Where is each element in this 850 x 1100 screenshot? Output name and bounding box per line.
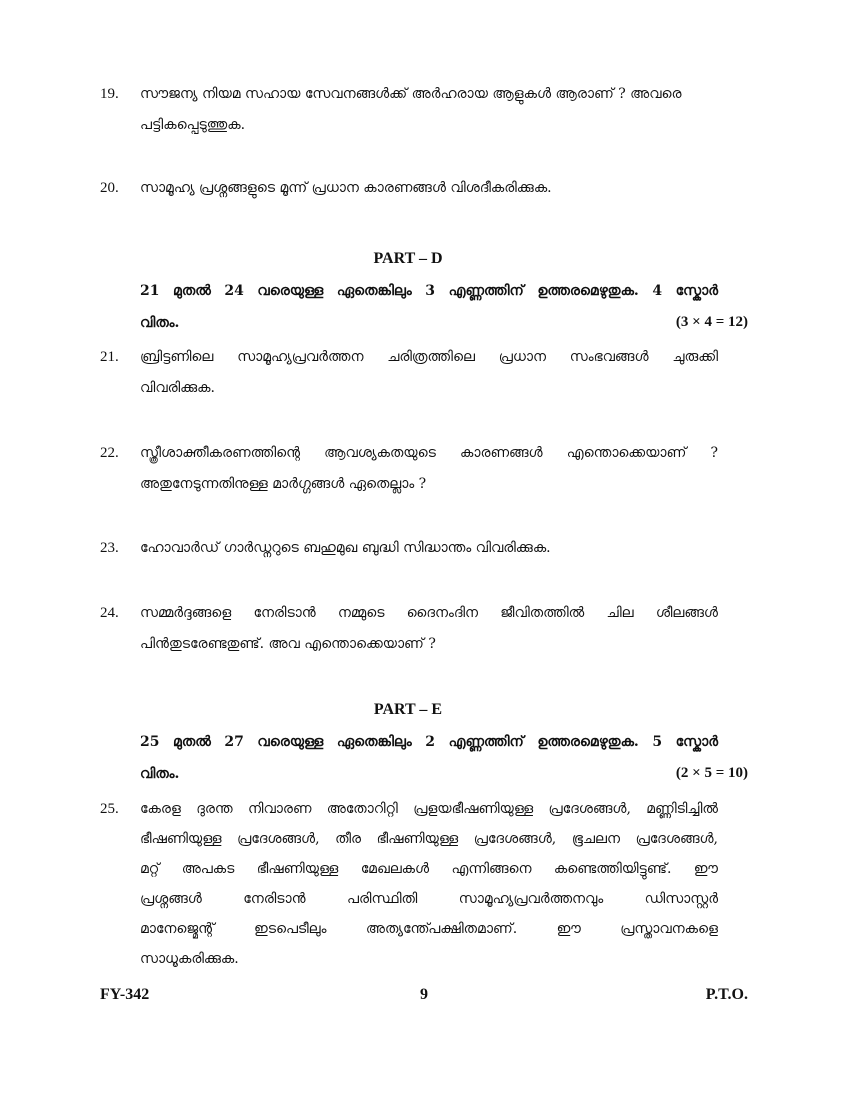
part-e-heading: PART – E [373, 701, 443, 718]
part-d-marks: (3 × 4 = 12) [675, 314, 748, 330]
question-text-line: ഭീഷണിയുള്ള പ്രദേശങ്ങൾ, തീര ഭീഷണിയുള്ള പ്രദേശങ്ങൾ, ഭൂചലന പ്രദേശങ്ങൾ, [140, 831, 718, 847]
part-d-instruction: 21 മുതൽ 24 വരെയുള്ള ഏതെങ്കിലും 3 എണ്ണത്തിന് ഉത്തരമെഴുതുക. 4 സ്കോർ [140, 283, 718, 299]
question-number: 20. [100, 180, 119, 196]
question-text-line: ബ്രിട്ടണിലെ സാമൂഹ്യപ്രവർത്തന ചരിത്രത്തിലെ പ്രധാന സംഭവങ്ങൾ ചുരുക്കി [140, 349, 718, 365]
question-number: 25. [100, 801, 119, 817]
footer-paper-code: FY-342 [100, 986, 150, 1003]
question-number: 21. [100, 349, 119, 365]
part-d-heading: PART – D [373, 250, 443, 267]
footer-pto: P.T.O. [705, 986, 748, 1003]
question-text-line: സമ്മർദ്ദങ്ങളെ നേരിടാൻ നമ്മുടെ ദൈനംദിന ജീവിതത്തിൽ ചില ശീലങ്ങൾ [140, 605, 718, 621]
question-text-line: സാധൂകരിക്കുക. [140, 951, 239, 967]
question-text-line: സാമൂഹ്യ പ്രശ്നങ്ങളുടെ മൂന്ന് പ്രധാന കാരണങ്ങൾ വിശദീകരിക്കുക. [140, 180, 552, 196]
question-number: 19. [100, 86, 119, 102]
question-number: 22. [100, 445, 119, 461]
question-text-line: സ്ത്രീശാക്തീകരണത്തിന്റെ ആവശ്യകതയുടെ കാരണങ്ങൾ എന്തൊക്കെയാണ് ? [140, 445, 718, 461]
question-text-line: വിവരിക്കുക. [140, 380, 215, 396]
question-text-line: ഹോവാർഡ് ഗാർഡ്നറുടെ ബഹുമുഖ ബുദ്ധി സിദ്ധാന്തം വിവരിക്കുക. [140, 540, 551, 556]
question-text-line: കേരള ദുരന്ത നിവാരണ അതോറിറ്റി പ്രളയഭീഷണിയുള്ള പ്രദേശങ്ങൾ, മണ്ണിടിച്ചിൽ [140, 801, 718, 817]
question-number: 24. [100, 605, 119, 621]
footer-page-number: 9 [420, 986, 428, 1003]
question-text-line: മാനേജ്മെന്റ് ഇടപെടീലും അത്യന്ത്പേക്ഷിതമാണ്. ഈ പ്രസ്താവനകളെ [140, 921, 718, 937]
question-text-line: അതുനേടുന്നതിനുള്ള മാർഗ്ഗങ്ങൾ ഏതെല്ലാം ? [140, 476, 427, 492]
part-e-instruction: 25 മുതൽ 27 വരെയുള്ള ഏതെങ്കിലും 2 എണ്ണത്തിന് ഉത്തരമെഴുതുക. 5 സ്കോർ [140, 734, 718, 750]
question-text-line: പട്ടികപ്പെടുത്തുക. [140, 117, 246, 133]
question-text-line: പിൻതുടരേണ്ടതുണ്ട്. അവ എന്തൊക്കെയാണ് ? [140, 636, 436, 652]
question-text-line: മറ്റ് അപകട ഭീഷണിയുള്ള മേഖലകൾ എന്നിങ്ങനെ കണ്ടെത്തിയിട്ടുണ്ട്. ഈ [140, 861, 718, 877]
question-text-line: പ്രശ്നങ്ങൾ നേരിടാൻ പരിസ്ഥിതി സാമൂഹ്യപ്രവർത്തനവും ഡിസാസ്റ്റർ [140, 891, 718, 907]
part-e-marks: (2 × 5 = 10) [675, 765, 748, 781]
question-text-line: സൗജന്യ നിയമ സഹായ സേവനങ്ങൾക്ക് അർഹരായ ആളുകൾ ആരാണ് ? അവരെ [140, 86, 682, 102]
question-number: 23. [100, 540, 119, 556]
part-e-instruction-cont: വിതം. [140, 766, 180, 782]
part-d-instruction-cont: വിതം. [140, 315, 180, 331]
